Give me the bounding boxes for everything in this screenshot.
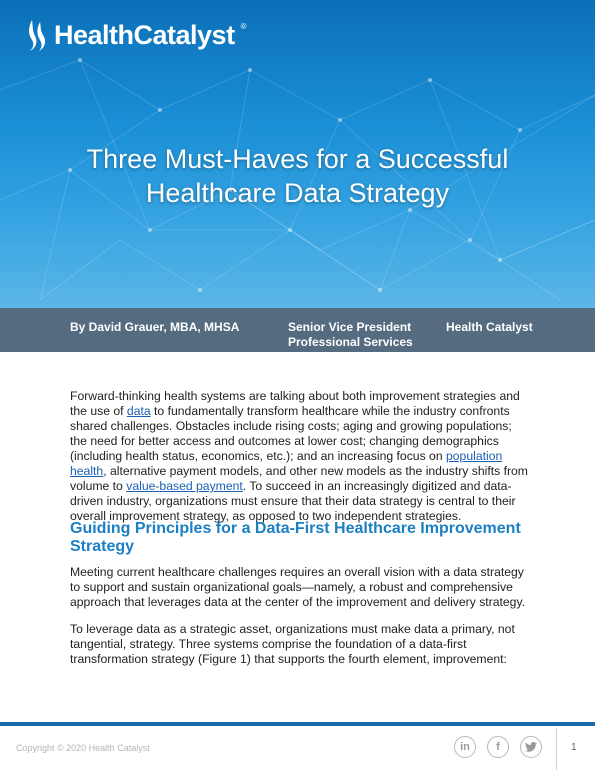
twitter-bird-icon — [525, 742, 537, 752]
facebook-glyph: f — [496, 741, 500, 753]
title-line-2: Healthcare Data Strategy — [145, 178, 450, 208]
author: By David Grauer, MBA, MHSA — [70, 320, 240, 334]
author-role — [288, 320, 413, 350]
population-health-link[interactable]: population health — [70, 449, 503, 478]
section-heading: Guiding Principles for a Data-First Healthcare Improvement Strategy — [70, 520, 521, 555]
paragraph-2: Meeting current healthcare challenges requires an overall vision with a data strategy to support and sustain organizational goals—namely, a robust and comprehensive approach that leverages data at the center of the improvement and delivery strategy. — [70, 565, 526, 609]
brand-name: HealthCatalyst — [54, 19, 235, 50]
health-catalyst-logo — [26, 18, 246, 52]
company: Health Catalyst — [446, 320, 533, 334]
twitter-icon[interactable] — [520, 736, 542, 758]
copyright: Copyright © 2020 Health Catalyst — [16, 743, 150, 753]
flame-logo-icon — [26, 18, 48, 52]
intro-text-3: , alternative payment models, and other new models as the industry shifts from volume to — [70, 464, 528, 493]
byline-bar — [0, 308, 595, 352]
registered-mark: ® — [240, 22, 247, 31]
footer-divider — [0, 722, 595, 726]
page-title — [20, 142, 575, 210]
title-line-1: Three Must-Haves for a Successful — [86, 144, 509, 174]
linkedin-glyph: in — [460, 741, 470, 753]
page-number: 1 — [571, 742, 577, 753]
role-line-1: Senior Vice President — [288, 320, 412, 334]
facebook-icon[interactable] — [487, 736, 509, 758]
intro-text-4: . To succeed in an increasingly digitized and data-driven industry, organizations must ensure that their data strategy is central to their overall improvement strategy, as opposed to two independent strategies. — [70, 479, 516, 523]
intro-text-1: Forward-thinking health systems are talking about both improvement strategies and the use of — [70, 389, 520, 418]
linkedin-icon[interactable] — [454, 736, 476, 758]
paragraph-3: To leverage data as a strategic asset, organizations must make data a primary, not tangential, strategy. Three systems comprise the foundation of a data-first transformation strategy (Figure 1) that supports the fourth element, improvement: — [70, 622, 515, 666]
footer-separator — [556, 728, 557, 770]
intro-paragraph — [70, 389, 530, 524]
value-based-payment-link[interactable]: value-based payment — [126, 479, 243, 493]
intro-text-2: to fundamentally transform healthcare while the industry confronts shared challenges. Obstacles include rising costs; aging and growing populations; the need for better access and outcomes at lower cost; changing demographics (including health status, economics, etc.); and an increasing focus on — [70, 404, 512, 463]
data-link[interactable]: data — [126, 404, 151, 418]
hero-banner — [0, 0, 595, 308]
role-line-2: Professional Services — [288, 335, 413, 349]
